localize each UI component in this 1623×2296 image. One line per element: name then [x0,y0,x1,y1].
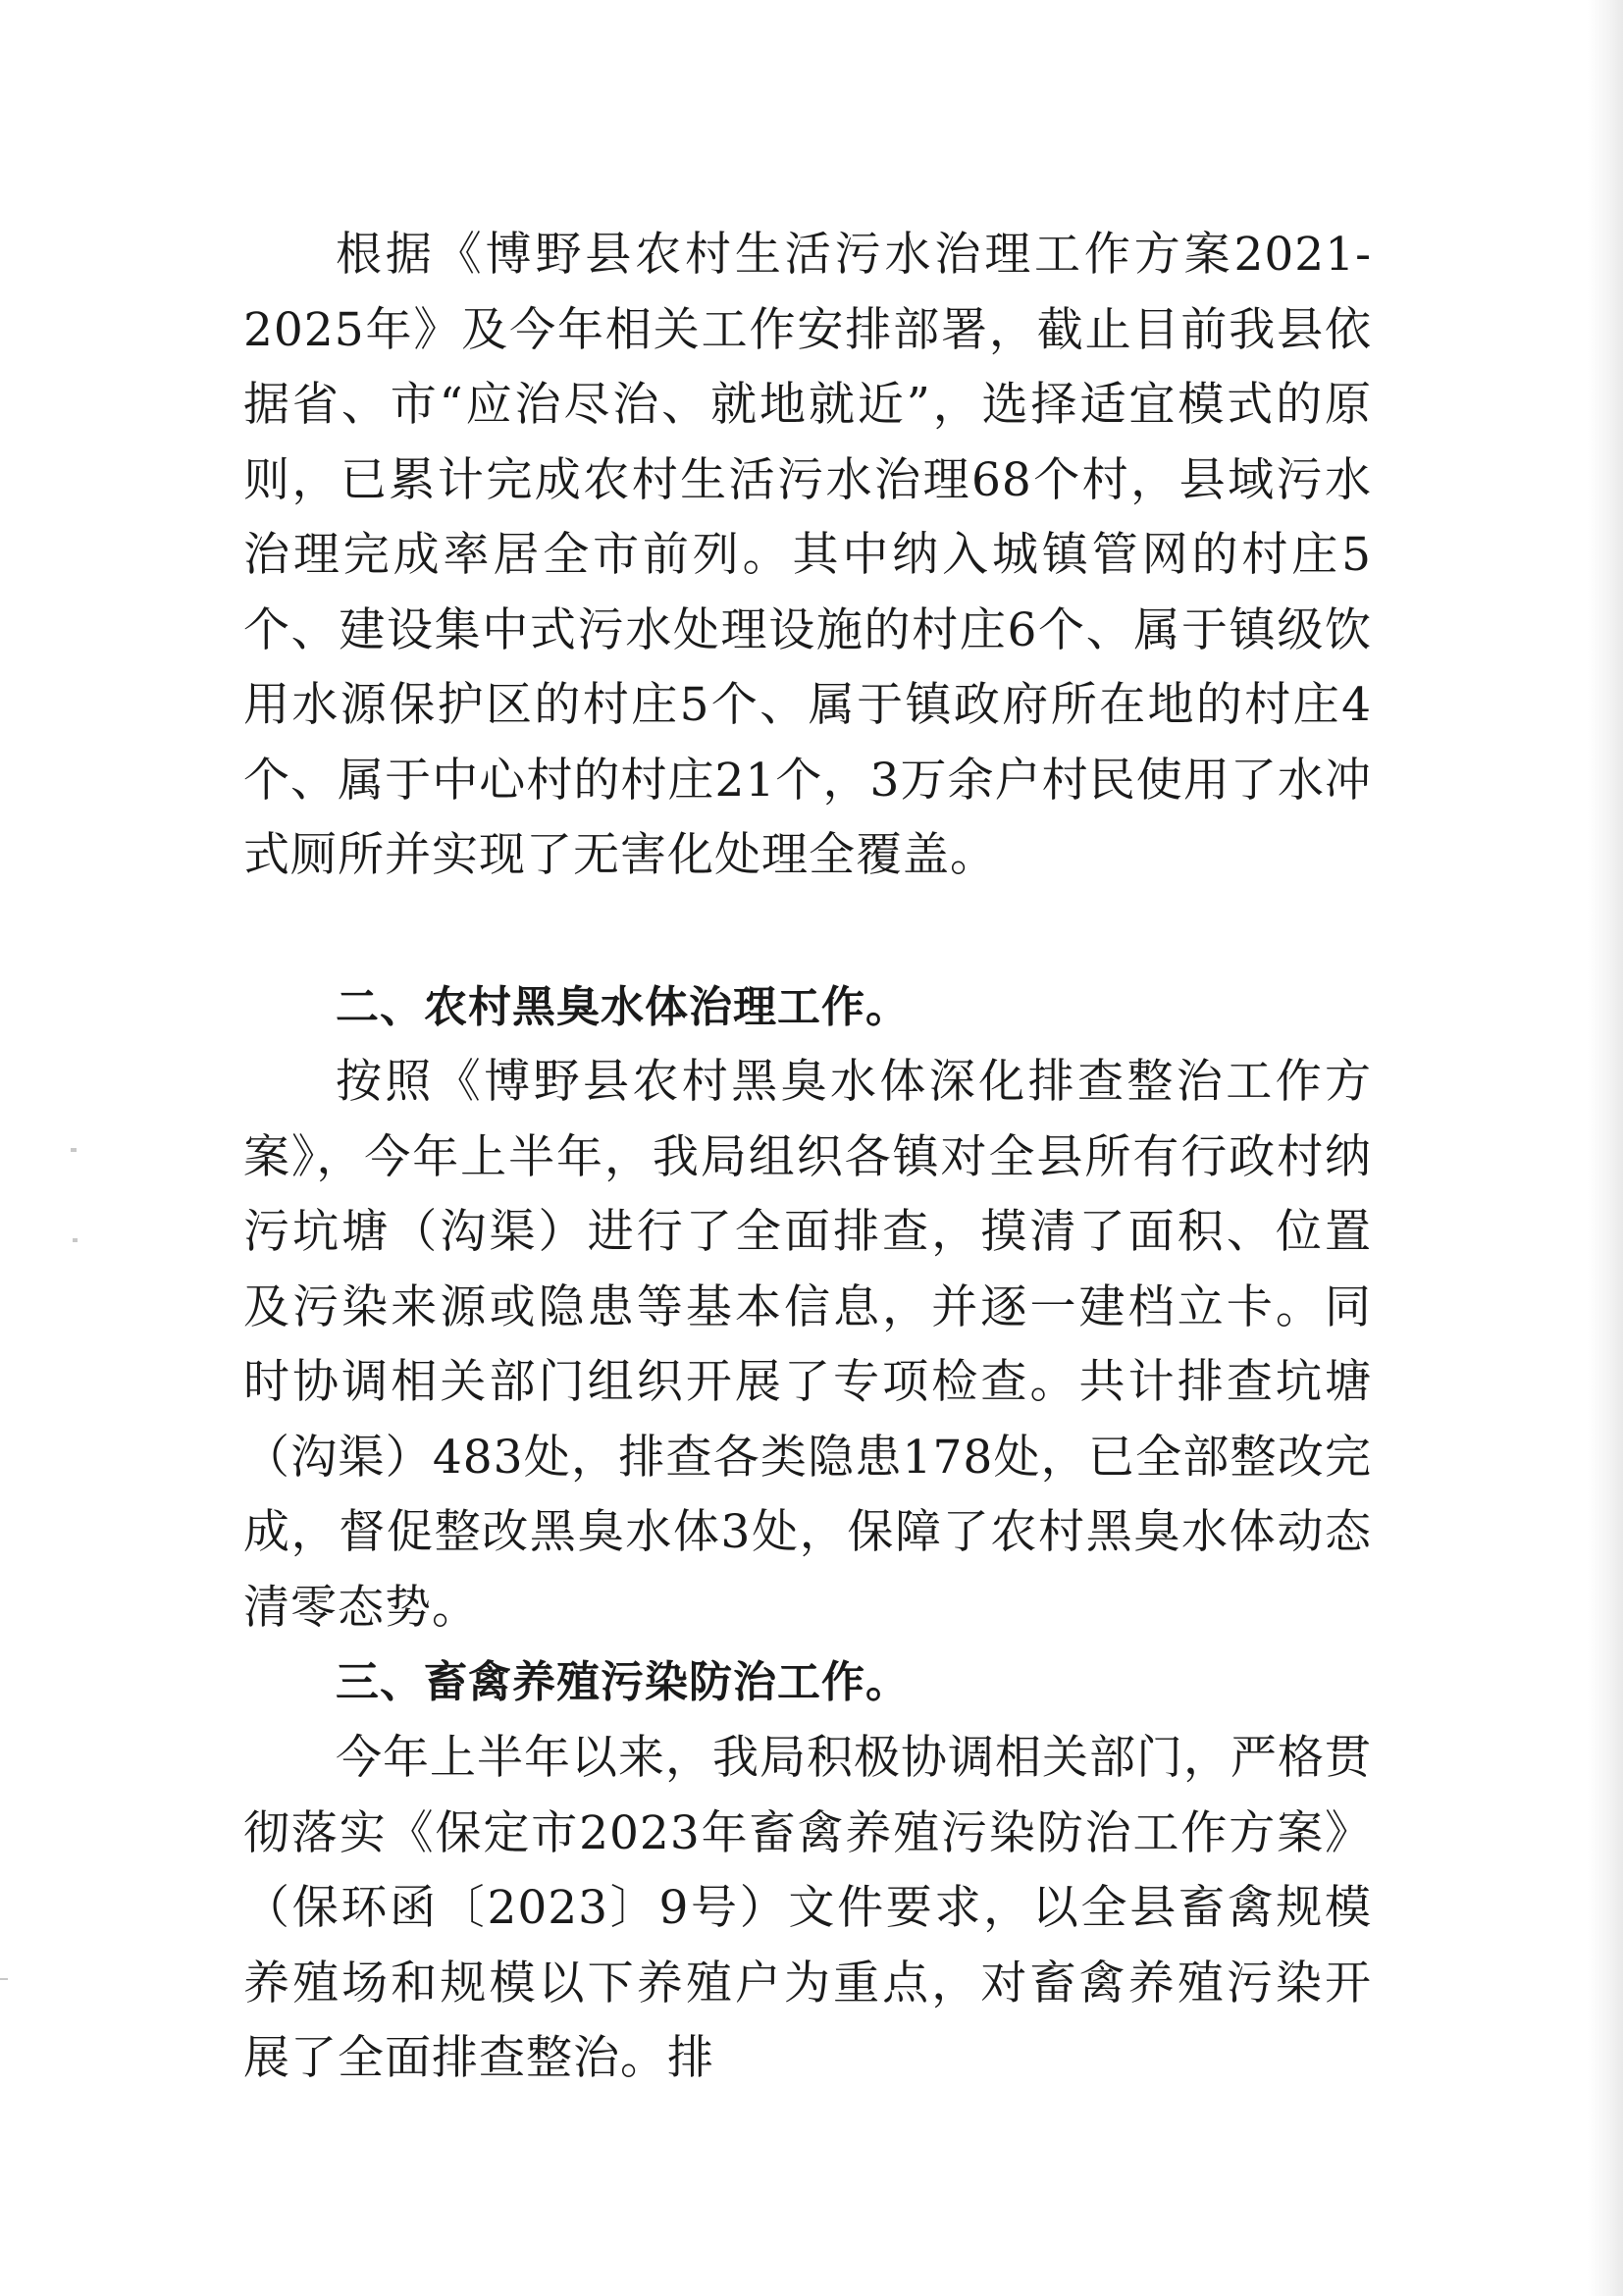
scan-speck [71,1148,77,1152]
section-heading-livestock-pollution: 三、畜禽养殖污染防治工作。 [336,1657,910,1707]
paragraph-livestock-pollution: 今年上半年以来，我局积极协调相关部门，严格贯彻落实《保定市2023年畜禽养殖污染防治工作方案》（保环函〔2023〕9号）文件要求，以全县畜禽规模养殖场和规模以下养殖户为重点，对畜禽养殖污染开展了全面排查整治。排 [243,1731,1372,2085]
page-edge-shadow [1588,0,1623,2296]
paragraph-black-odorous-water: 按照《博野县农村黑臭水体深化排查整治工作方案》，今年上半年，我局组织各镇对全县所有行政村纳污坑塘（沟渠）进行了全面排查，摸清了面积、位置及污染来源或隐患等基本信息，并逐一建档立卡。同时协调相关部门组织开展了专项检查。共计排查坑塘（沟渠）483处，排查各类隐患178处，已全部整改完成，督促整改黑臭水体3处，保障了农村黑臭水体动态清零态势。 [243,1055,1372,1635]
paragraph-sewage-treatment: 根据《博野县农村生活污水治理工作方案2021-2025年》及今年相关工作安排部署，截止目前我县依据省、市“应治尽治、就地就近”，选择适宜模式的原则，已累计完成农村生活污水治理68个村，县域污水治理完成率居全市前列。其中纳入城镇管网的村庄5个、建设集中式污水处理设施的村庄6个、属于镇级饮用水源保护区的村庄5个、属于镇政府所在地的村庄4个、属于中心村的村庄21个，3万余户村民使用了水冲式厕所并实现了无害化处理全覆盖。 [243,228,1372,882]
scan-speck [0,1978,8,1980]
section-heading-black-odorous-water: 二、农村黑臭水体治理工作。 [336,982,910,1032]
document-body [243,218,1372,2097]
scan-speck [73,1238,78,1242]
